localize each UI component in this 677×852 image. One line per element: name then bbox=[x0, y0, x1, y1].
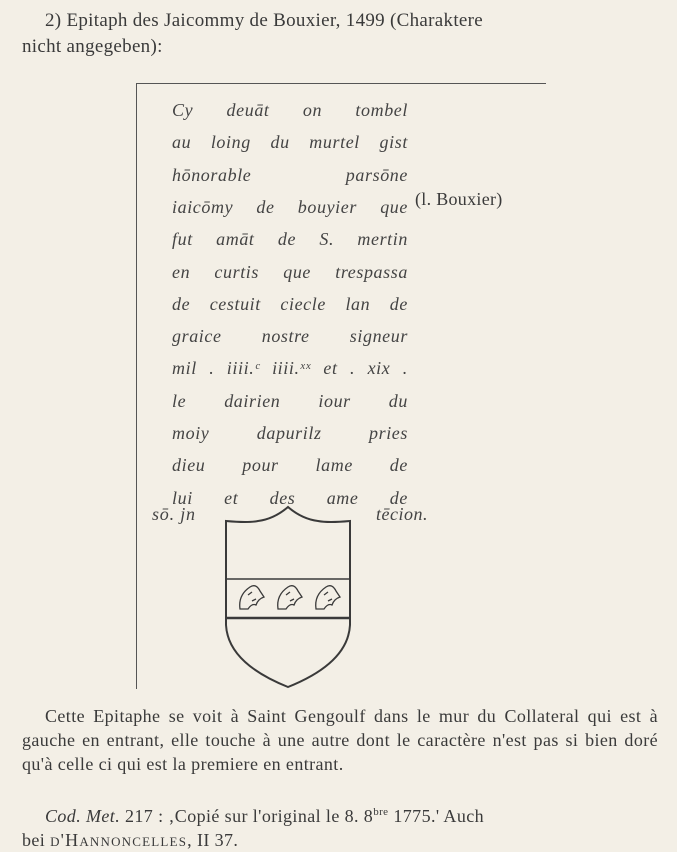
description-paragraph bbox=[22, 704, 658, 776]
epitaph-word: et bbox=[323, 358, 338, 379]
epitaph-word: Cy bbox=[172, 100, 194, 120]
epitaph-word: xix bbox=[367, 358, 391, 379]
epitaph-word: lame bbox=[315, 455, 353, 476]
epitaph-word: de bbox=[256, 196, 275, 217]
epitaph-word: . bbox=[350, 358, 356, 379]
epitaph-word: pour bbox=[242, 455, 279, 476]
margin-correction-note: (l. Bouxier) bbox=[415, 189, 503, 209]
epitaph-word: graice bbox=[172, 326, 222, 347]
epitaph-word: que bbox=[283, 261, 312, 282]
frame-left-rule bbox=[136, 83, 137, 689]
epitaph-word: bouyier bbox=[297, 196, 357, 217]
epitaph-word: lui bbox=[172, 487, 193, 508]
epitaph-word: de bbox=[389, 487, 408, 508]
epitaph-line bbox=[172, 358, 408, 379]
epitaph-word: de bbox=[389, 293, 408, 314]
citation-text-b: 1775.' Auch bbox=[388, 806, 485, 826]
citation-superscript: bre bbox=[373, 806, 389, 818]
citation-line-2-suffix: , II 37. bbox=[187, 830, 239, 850]
epitaph-line bbox=[172, 132, 408, 153]
citation-author: d'Hannoncelles bbox=[50, 830, 188, 850]
epitaph-word: nostre bbox=[261, 326, 310, 347]
epitaph-line bbox=[172, 423, 408, 444]
epitaph-word: mertin bbox=[357, 229, 408, 250]
epitaph-word: iaicōmy bbox=[172, 196, 234, 217]
epitaph-word: ciecle bbox=[280, 293, 326, 314]
epitaph-word: que bbox=[380, 196, 408, 217]
epitaph-word: S. bbox=[319, 229, 335, 250]
epitaph-line bbox=[172, 391, 408, 412]
epitaph-last-line-left: sō. jn bbox=[152, 504, 196, 524]
epitaph-word: lan bbox=[345, 293, 371, 314]
epitaph-word: au bbox=[172, 132, 192, 153]
epitaph-word: iour bbox=[318, 390, 351, 411]
epitaph-word: moiy bbox=[172, 423, 210, 443]
heading-line-2: nicht angegeben): bbox=[22, 36, 163, 57]
epitaph-word: murtel bbox=[309, 132, 360, 153]
epitaph-word: tombel bbox=[355, 100, 408, 120]
epitaph-word: dieu bbox=[172, 455, 206, 476]
heading-line-1: 2) Epitaph des Jaicommy de Bouxier, 1499 (Charaktere bbox=[45, 10, 483, 31]
epitaph-line bbox=[172, 262, 408, 283]
epitaph-word: mil bbox=[172, 358, 197, 379]
citation-line-1 bbox=[22, 800, 658, 828]
epitaph-line bbox=[172, 455, 408, 476]
epitaph-word: dapurilz bbox=[256, 423, 322, 443]
epitaph-word: curtis bbox=[214, 261, 260, 282]
citation-text-a: 217 : ‚Copié sur l'original le 8. 8 bbox=[120, 806, 374, 826]
citation bbox=[22, 800, 658, 852]
epitaph-word: en bbox=[172, 261, 191, 282]
citation-line-2-prefix: bei bbox=[22, 830, 51, 850]
epitaph-word: loing bbox=[210, 132, 251, 153]
epitaph-word: trespassa bbox=[335, 261, 408, 282]
epitaph-line bbox=[172, 326, 408, 347]
epitaph-word: amāt bbox=[216, 229, 255, 250]
epitaph-word: . bbox=[209, 358, 215, 379]
epitaph-word: on bbox=[302, 100, 323, 120]
epitaph-word: et bbox=[224, 487, 239, 508]
epitaph-word: parsōne bbox=[345, 164, 408, 185]
epitaph-line bbox=[172, 197, 408, 218]
frame-top-rule bbox=[136, 83, 546, 84]
epitaph-word: cestuit bbox=[209, 293, 261, 314]
epitaph-word: hōnorable bbox=[172, 164, 252, 185]
coat-of-arms-shield-icon bbox=[218, 505, 358, 690]
epitaph-word: de bbox=[172, 293, 191, 314]
citation-source-label: Cod. Met. bbox=[45, 806, 121, 826]
epitaph-line bbox=[172, 100, 408, 121]
epitaph-word: ame bbox=[326, 487, 359, 508]
description-text: Cette Epitaphe se voit à Saint Gengoulf dans le mur du Collateral qui est à gauche en entrant, elle touche à une autre dont le caractère n'est pas si bien doré qu'à celle ci qui est la premiere en entrant. bbox=[22, 706, 658, 774]
epitaph-word: le bbox=[172, 390, 187, 411]
epitaph-word: du bbox=[388, 390, 408, 411]
epitaph-word: deuāt bbox=[226, 100, 270, 120]
epitaph-line bbox=[172, 294, 408, 315]
citation-line-2 bbox=[22, 830, 238, 850]
epitaph-word: fut bbox=[172, 229, 193, 250]
section-heading bbox=[22, 8, 662, 60]
epitaph-word: pries bbox=[368, 423, 408, 443]
epitaph-word: iiii.ᶜ bbox=[226, 358, 260, 379]
epitaph-line bbox=[172, 229, 408, 250]
epitaph-word: de bbox=[277, 229, 297, 250]
epitaph-word: signeur bbox=[349, 326, 408, 347]
epitaph-word: du bbox=[270, 132, 290, 153]
epitaph-word: de bbox=[389, 455, 408, 476]
epitaph-word: iiii.ˣˣ bbox=[272, 358, 311, 379]
epitaph-word: dairien bbox=[224, 390, 281, 411]
epitaph-word: gist bbox=[379, 132, 408, 153]
epitaph-line bbox=[172, 165, 408, 186]
epitaph-word: des bbox=[269, 487, 296, 508]
epitaph-word: . bbox=[402, 358, 408, 379]
epitaph-last-line-right: tēcion. bbox=[376, 504, 428, 524]
